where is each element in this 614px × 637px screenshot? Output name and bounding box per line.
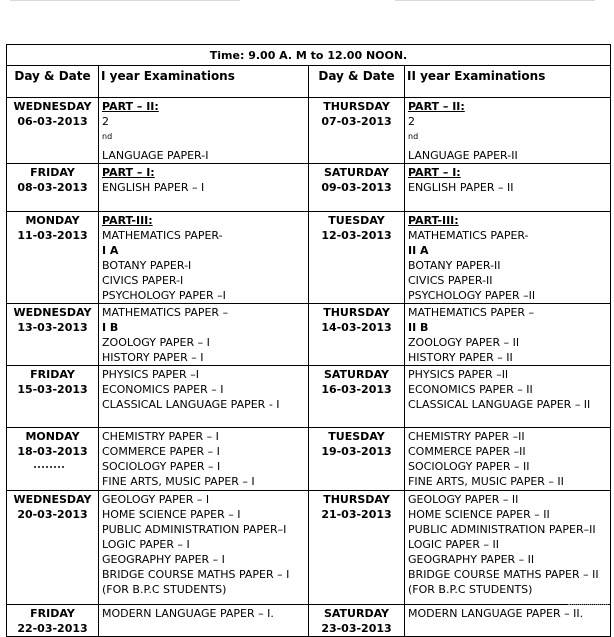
exam-date: 13-03-2013 xyxy=(17,320,88,334)
exam-paper: LOGIC PAPER – II xyxy=(408,537,500,551)
column-header-first-year: I year Examinations xyxy=(99,66,309,98)
exam-paper: PHYSICS PAPER –I xyxy=(102,367,199,381)
exam-paper: ZOOLOGY PAPER – I xyxy=(102,335,210,349)
column-header-day-date-2: Day & Date xyxy=(309,66,405,98)
exam-paper: BOTANY PAPER-II xyxy=(408,258,501,272)
exam-paper: ECONOMICS PAPER – I xyxy=(102,382,224,396)
exam-date: 06-03-2013 xyxy=(17,115,88,128)
exam-paper: 2 $^{nd}$ LANGUAGE PAPER-I xyxy=(102,115,209,162)
exam-paper: MODERN LANGUAGE PAPER – II. xyxy=(408,606,584,620)
exam-paper: MATHEMATICS PAPER- I A xyxy=(102,228,223,257)
first-year-exams xyxy=(99,163,309,211)
part-label: PART – II: xyxy=(408,100,465,113)
day-date-cell xyxy=(309,604,405,636)
exam-paper: ENGLISH PAPER – I xyxy=(102,180,205,194)
exam-date: 20-03-2013 xyxy=(17,507,88,521)
exam-paper: PSYCHOLOGY PAPER –I xyxy=(102,288,226,302)
day-name: FRIDAY xyxy=(30,367,75,381)
exam-paper: MODERN LANGUAGE PAPER – I. xyxy=(102,606,274,620)
exam-paper: BOTANY PAPER-I xyxy=(102,258,192,272)
part-label: PART – II: xyxy=(102,100,159,113)
first-year-exams xyxy=(99,211,309,303)
exam-date: 22-03-2013 xyxy=(17,621,88,635)
table-row xyxy=(7,490,611,604)
day-date-cell xyxy=(309,427,405,490)
exam-date: 21-03-2013 xyxy=(321,507,392,521)
day-name: TUESDAY xyxy=(328,213,385,227)
exam-paper: BRIDGE COURSE MATHS PAPER – II xyxy=(408,567,599,581)
first-year-exams xyxy=(99,98,309,164)
day-name: SATURDAY xyxy=(323,165,390,179)
day-date-cell xyxy=(7,365,99,427)
day-date-cell xyxy=(7,163,99,211)
exam-paper: CLASSICAL LANGUAGE PAPER - I xyxy=(102,397,280,411)
second-year-exams xyxy=(405,604,611,636)
day-name: FRIDAY xyxy=(30,606,75,620)
first-year-exams xyxy=(99,427,309,490)
part-label: PART – I: xyxy=(408,165,461,179)
exam-paper: GEOLOGY PAPER – II xyxy=(408,492,519,506)
day-name: WEDNESDAY xyxy=(13,305,92,319)
day-date-cell xyxy=(7,427,99,490)
exam-paper: FINE ARTS, MUSIC PAPER – II xyxy=(408,474,564,488)
exam-date: 18-03-2013 xyxy=(17,444,88,458)
second-year-exams xyxy=(405,490,611,604)
second-year-exams xyxy=(405,427,611,490)
exam-paper: ECONOMICS PAPER – II xyxy=(408,382,533,396)
exam-paper: (FOR B.P.C STUDENTS) xyxy=(408,582,533,596)
first-year-exams xyxy=(99,303,309,365)
day-name: TUESDAY xyxy=(328,429,385,443)
exam-paper: PHYSICS PAPER –II xyxy=(408,367,509,381)
table-row xyxy=(7,211,611,303)
exam-paper: ZOOLOGY PAPER – II xyxy=(408,335,520,349)
exam-paper: BRIDGE COURSE MATHS PAPER – I xyxy=(102,567,290,581)
second-year-exams xyxy=(405,163,611,211)
part-label: PART – I: xyxy=(102,165,155,179)
exam-date: 08-03-2013 xyxy=(17,180,88,194)
day-name: THURSDAY xyxy=(323,492,390,506)
exam-paper: CIVICS PAPER-I xyxy=(102,273,184,287)
day-date-cell xyxy=(309,163,405,211)
exam-date: 09-03-2013 xyxy=(321,180,392,194)
exam-paper: COMMERCE PAPER –II xyxy=(408,444,526,458)
exam-paper: GEOGRAPHY PAPER – II xyxy=(408,552,535,566)
time-row xyxy=(7,45,611,66)
exam-paper: HISTORY PAPER – I xyxy=(102,350,204,364)
second-year-exams xyxy=(405,211,611,303)
exam-paper: CIVICS PAPER-II xyxy=(408,273,493,287)
exam-paper: HOME SCIENCE PAPER – I xyxy=(102,507,241,521)
exam-date: 23-03-2013 xyxy=(321,621,392,635)
second-year-exams xyxy=(405,98,611,164)
exam-paper: GEOGRAPHY PAPER – I xyxy=(102,552,225,566)
first-year-exams xyxy=(99,490,309,604)
exam-paper: CLASSICAL LANGUAGE PAPER – II xyxy=(408,397,591,411)
exam-paper: PUBLIC ADMINISTRATION PAPER–II xyxy=(408,522,596,536)
day-date-cell xyxy=(309,303,405,365)
exam-paper: GEOLOGY PAPER – I xyxy=(102,492,210,506)
exam-schedule-table xyxy=(6,44,611,637)
day-date-cell xyxy=(7,604,99,636)
day-name: WEDNESDAY xyxy=(13,100,92,113)
exam-paper: HOME SCIENCE PAPER – II xyxy=(408,507,550,521)
exam-paper: CHEMISTRY PAPER –II xyxy=(408,429,525,443)
day-date-cell xyxy=(7,98,99,164)
day-date-cell xyxy=(7,490,99,604)
exam-paper: MATHEMATICS PAPER – II B xyxy=(408,305,535,334)
day-name: SATURDAY xyxy=(323,367,390,381)
exam-paper: SOCIOLOGY PAPER – II xyxy=(408,459,530,473)
table-row xyxy=(7,98,611,164)
table-row xyxy=(7,163,611,211)
exam-paper: 2 $^{nd}$ LANGUAGE PAPER-II xyxy=(408,115,518,162)
part-label: PART-III: xyxy=(102,213,153,227)
day-name: THURSDAY xyxy=(323,100,390,113)
exam-paper: LOGIC PAPER – I xyxy=(102,537,190,551)
exam-paper: PUBLIC ADMINISTRATION PAPER–I xyxy=(102,522,287,536)
table-row xyxy=(7,427,611,490)
day-name: WEDNESDAY xyxy=(13,492,92,506)
top-rule-left xyxy=(10,0,240,1)
day-name: SATURDAY xyxy=(323,606,390,620)
header-row xyxy=(7,66,611,98)
page-edge-mark xyxy=(568,604,608,607)
exam-date: 07-03-2013 xyxy=(321,115,392,128)
exam-paper: MATHEMATICS PAPER – I B xyxy=(102,305,229,334)
exam-date: 15-03-2013 xyxy=(17,382,88,396)
table-row xyxy=(7,604,611,636)
top-rule-right xyxy=(395,0,595,1)
table-row xyxy=(7,303,611,365)
day-date-cell xyxy=(309,98,405,164)
table-row xyxy=(7,365,611,427)
exam-date: 12-03-2013 xyxy=(321,228,392,242)
exam-paper: PSYCHOLOGY PAPER –II xyxy=(408,288,536,302)
second-year-exams xyxy=(405,365,611,427)
day-date-cell xyxy=(7,303,99,365)
exam-paper: SOCIOLOGY PAPER – I xyxy=(102,459,221,473)
day-date-cell xyxy=(309,211,405,303)
column-header-day-date-1: Day & Date xyxy=(7,66,99,98)
exam-date: 11-03-2013 xyxy=(17,228,88,242)
exam-paper: CHEMISTRY PAPER – I xyxy=(102,429,219,443)
exam-paper: COMMERCE PAPER – I xyxy=(102,444,220,458)
handwritten-mark xyxy=(34,463,64,468)
day-date-cell xyxy=(7,211,99,303)
second-year-exams xyxy=(405,303,611,365)
exam-paper: FINE ARTS, MUSIC PAPER – I xyxy=(102,474,255,488)
exam-paper: HISTORY PAPER – II xyxy=(408,350,513,364)
exam-date: 19-03-2013 xyxy=(321,444,392,458)
exam-paper: MATHEMATICS PAPER- II A xyxy=(408,228,529,257)
day-name: MONDAY xyxy=(25,213,80,227)
first-year-exams xyxy=(99,365,309,427)
day-date-cell xyxy=(309,365,405,427)
day-date-cell xyxy=(309,490,405,604)
first-year-exams xyxy=(99,604,309,636)
exam-paper: (FOR B.P.C STUDENTS) xyxy=(102,582,227,596)
part-label: PART-III: xyxy=(408,213,459,227)
day-name: MONDAY xyxy=(25,429,80,443)
exam-date: 16-03-2013 xyxy=(321,382,392,396)
exam-date: 14-03-2013 xyxy=(321,320,392,334)
column-header-second-year: II year Examinations xyxy=(405,66,611,98)
exam-time: Time: 9.00 A. M to 12.00 NOON. xyxy=(7,45,611,66)
day-name: FRIDAY xyxy=(30,165,75,179)
day-name: THURSDAY xyxy=(323,305,390,319)
exam-paper: ENGLISH PAPER – II xyxy=(408,180,514,194)
